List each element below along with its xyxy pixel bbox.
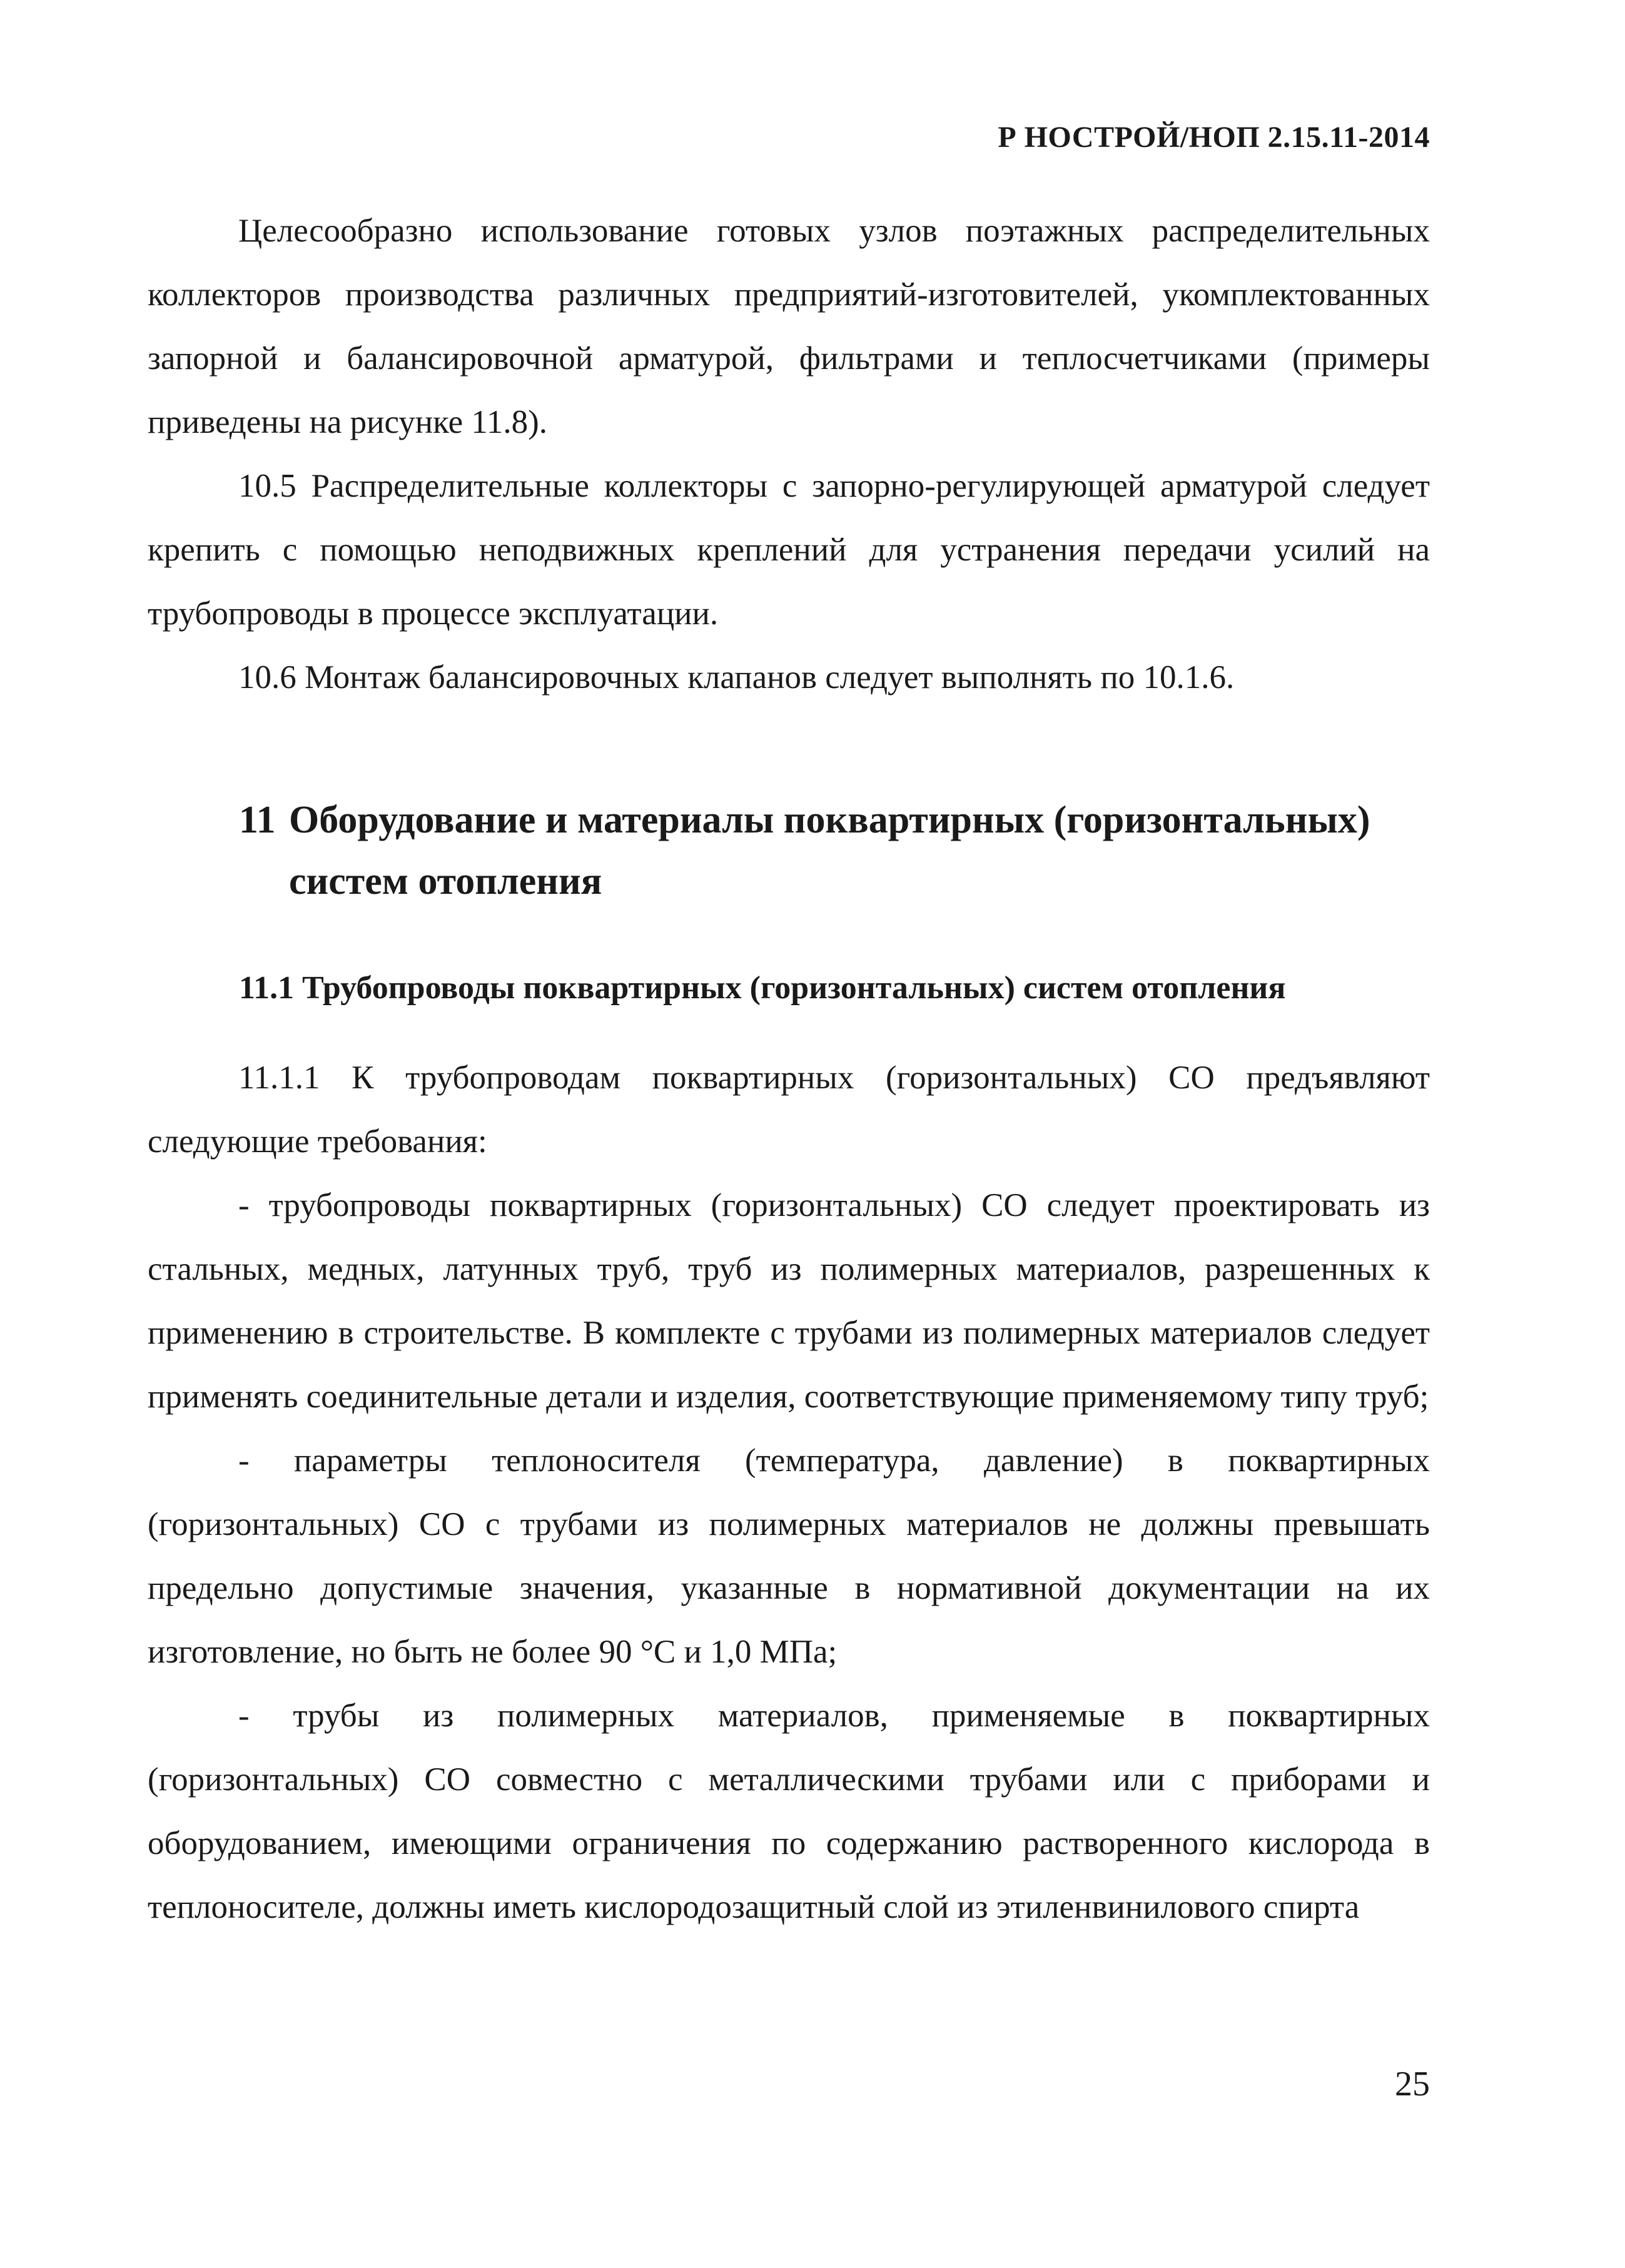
intro-text-block	[148, 199, 1430, 709]
paragraph-10-6: 10.6 Монтаж балансировочных клапанов следует выполнять по 10.1.6.	[238, 659, 1235, 696]
section-heading-line1	[239, 789, 1434, 851]
section-title-line1: Оборудование и материалы поквартирных (горизонтальных)	[289, 799, 1370, 841]
section-heading	[239, 789, 1434, 912]
paragraph-11-1-1: 11.1.1 К трубопроводам поквартирных (горизонтальных) СО предъявляют следующие требования:	[148, 1060, 1430, 1160]
section-title-line2: систем отопления	[289, 860, 602, 903]
paragraph-10-5: 10.5 Распределительные коллекторы с запорно-регулирующей арматурой следует крепить с помощью неподвижных креплений для устранения передачи усилий на трубопроводы в процессе эксплуатации.	[148, 468, 1430, 632]
main-text-block	[148, 1046, 1430, 1939]
document-code-header: Р НОСТРОЙ/НОП 2.15.11-2014	[998, 121, 1430, 154]
list-item-coolant-parameters: - параметры теплоносителя (температура, давление) в поквартирных (горизонтальных) СО с трубами из полимерных материалов не должны превышать предельно допустимые значения, указанные в нормативной документации на их изготовление, но быть не более 90 °С и 1,0 МПа;	[148, 1442, 1430, 1670]
list-item-pipe-materials: - трубопроводы поквартирных (горизонтальных) СО следует проектировать из стальных, медных, латунных труб, труб из полимерных материалов, разрешенных к применению в строительстве. В комплекте с трубами из полимерных материалов следует применять соединительные детали и изделия, соответствующие применяемому типу труб;	[148, 1187, 1430, 1415]
list-item-oxygen-barrier: - трубы из полимерных материалов, применяемые в поквартирных (горизонтальных) СО совместно с металлическими трубами или с приборами и оборудованием, имеющими ограничения по содержанию растворенного кислорода в теплоносителе, должны иметь кислородозащитный слой из этиленвинилового спирта	[148, 1698, 1430, 1925]
subsection-heading: 11.1 Трубопроводы поквартирных (горизонтальных) систем отопления	[239, 970, 1286, 1006]
paragraph-collectors: Целесообразно использование готовых узлов поэтажных распределительных коллекторов производства различных предприятий-изготовителей, укомплектованных запорной и балансировочной арматурой, фильтрами и теплосчетчиками (примеры приведены на рисунке 11.8).	[148, 213, 1430, 440]
section-number: 11	[239, 799, 276, 841]
page-number: 25	[1395, 2065, 1430, 2103]
